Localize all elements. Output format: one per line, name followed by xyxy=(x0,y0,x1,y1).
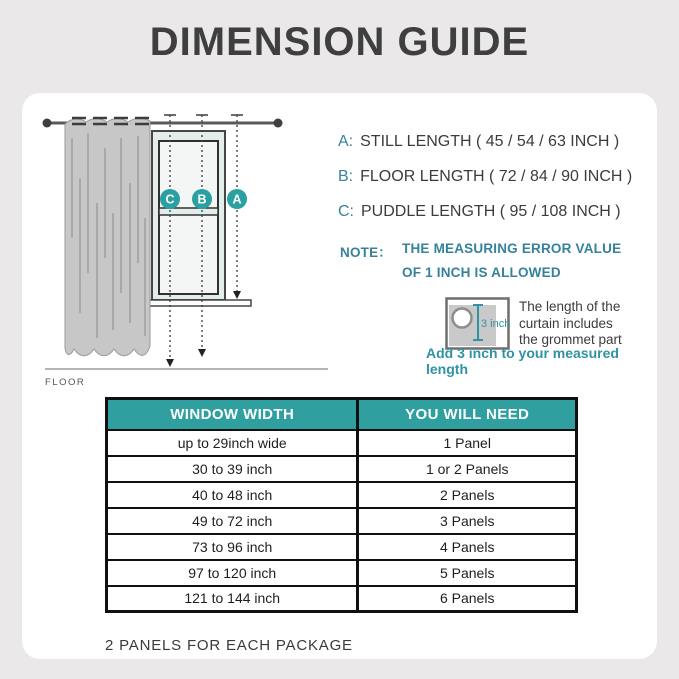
panel-count-table xyxy=(105,397,578,613)
panels-cell: 4 Panels xyxy=(358,534,577,560)
rod-finial-left-icon xyxy=(43,119,52,128)
window-width-cell: 97 to 120 inch xyxy=(107,560,358,586)
grommet-desc-line1: The length of the xyxy=(519,299,621,314)
floor-label: FLOOR xyxy=(45,377,86,388)
table-row xyxy=(107,456,577,482)
grommet-description xyxy=(519,299,622,349)
note-line1: THE MEASURING ERROR VALUE xyxy=(402,241,622,256)
puddle-length-prefix: C: xyxy=(338,203,354,220)
badge-c-label: C xyxy=(165,192,175,207)
still-length-text: STILL LENGTH ( 45 / 54 / 63 INCH ) xyxy=(360,133,620,150)
badge-a-label: A xyxy=(232,192,242,207)
window-width-cell: 40 to 48 inch xyxy=(107,482,358,508)
window-sill xyxy=(148,300,251,306)
length-spec-list xyxy=(338,133,632,221)
grommet-tip: Add 3 inch to your measured length xyxy=(426,345,619,377)
grommet-desc-line2: curtain includes xyxy=(519,315,613,331)
window-width-header: WINDOW WIDTH xyxy=(107,399,358,430)
floor-length-line xyxy=(338,168,632,186)
measuring-note xyxy=(340,241,621,280)
page-title: DIMENSION GUIDE xyxy=(149,20,530,64)
table-row xyxy=(107,534,577,560)
panels-cell: 6 Panels xyxy=(358,586,577,612)
grommet-measure-label: 3 inch xyxy=(481,318,511,330)
rod-finial-right-icon xyxy=(274,119,283,128)
still-length-line xyxy=(338,133,632,151)
grommet-desc-line3: the grommet part xyxy=(519,332,622,347)
window-width-cell: 73 to 96 inch xyxy=(107,534,358,560)
measure-badges xyxy=(160,189,247,209)
window-width-cell: 30 to 39 inch xyxy=(107,456,358,482)
table-header-row xyxy=(107,399,577,430)
still-length-prefix: A: xyxy=(338,133,354,150)
window-width-cell: 49 to 72 inch xyxy=(107,508,358,534)
you-will-need-header: YOU WILL NEED xyxy=(358,399,577,430)
panels-cell: 5 Panels xyxy=(358,560,577,586)
table-row xyxy=(107,482,577,508)
table-row xyxy=(107,430,577,456)
floor-length-text: FLOOR LENGTH ( 72 / 84 / 90 INCH ) xyxy=(360,168,633,185)
window-width-cell: 121 to 144 inch xyxy=(107,586,358,612)
panels-cell: 2 Panels xyxy=(358,482,577,508)
puddle-length-text: PUDDLE LENGTH ( 95 / 108 INCH ) xyxy=(361,203,621,220)
window-mid-rail xyxy=(159,208,218,215)
table-row xyxy=(107,508,577,534)
badge-b-label: B xyxy=(197,192,207,207)
puddle-length-line xyxy=(338,203,632,221)
note-line2: OF 1 INCH IS ALLOWED xyxy=(402,265,561,280)
grommet-ring-icon xyxy=(453,309,472,328)
table-row xyxy=(107,586,577,612)
floor-length-prefix: B: xyxy=(338,168,354,185)
panels-cell: 1 or 2 Panels xyxy=(358,456,577,482)
content-card xyxy=(22,93,657,659)
note-prefix: NOTE： xyxy=(340,245,393,260)
table-row xyxy=(107,560,577,586)
grommet-diagram xyxy=(445,297,517,351)
panels-cell: 3 Panels xyxy=(358,508,577,534)
panels-cell: 1 Panel xyxy=(358,430,577,456)
window-pane xyxy=(159,141,218,294)
curtain-measurement-diagram xyxy=(22,108,332,398)
window-width-cell: up to 29inch wide xyxy=(107,430,358,456)
package-note: 2 PANELS FOR EACH PACKAGE xyxy=(105,637,353,654)
